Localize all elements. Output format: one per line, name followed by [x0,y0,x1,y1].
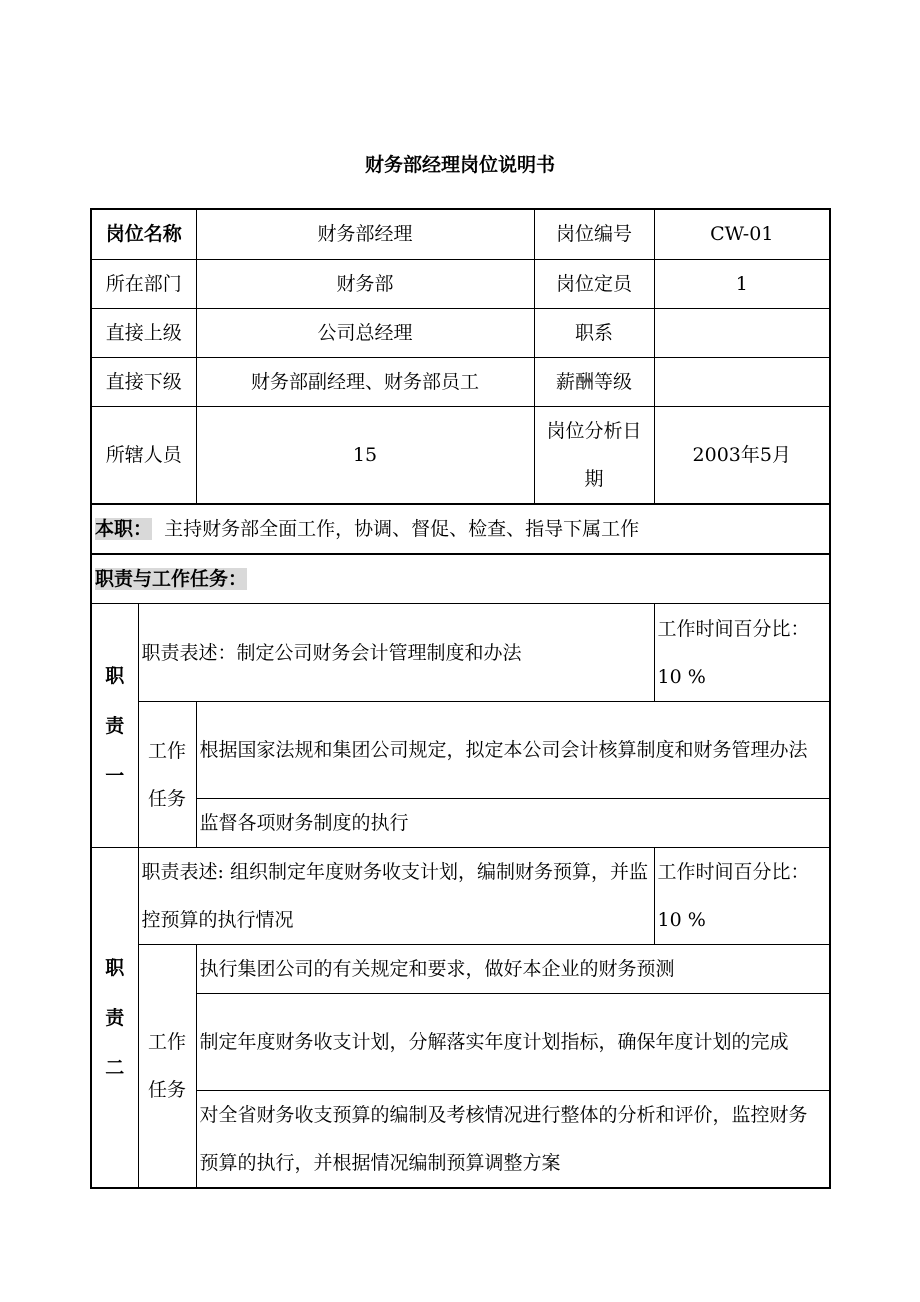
duty-1-task-label: 工作任务 [138,702,196,848]
duty-2-description: 职责表述: 组织制定年度财务收支计划，编制财务预算，并监控预算的执行情况 [138,848,654,945]
label-headcount: 岗位定员 [534,259,654,308]
duty-2-task: 对全省财务收支预算的编制及考核情况进行整体的分析和评价，监控财务预算的执行，并根据情况编制预算调整方案 [196,1091,830,1189]
value-position-code: CW-01 [654,209,830,259]
label-position-name: 岗位名称 [91,209,196,259]
value-position-name: 财务部经理 [196,209,534,259]
page-title: 财务部经理岗位说明书 [364,154,555,176]
duties-header: 职责与工作任务： [95,567,248,590]
duty-2-label: 职责二 [91,848,138,1189]
duty-1-label: 职责一 [91,604,138,848]
duty-1-task: 监督各项财务制度的执行 [196,799,830,848]
label-superior: 直接上级 [91,308,196,357]
label-staff-count: 所辖人员 [91,406,196,504]
value-analysis-date: 2003年5月 [654,406,830,504]
label-job-family: 职系 [534,308,654,357]
value-salary-grade [654,357,830,406]
job-description-table [90,208,831,1189]
main-duty-text: 主持财务部全面工作，协调、督促、检查、指导下属工作 [164,517,640,540]
main-duty-label: 本职： [95,517,153,540]
duty-1-pct-label: 工作时间百分比： [657,617,810,640]
value-superior: 公司总经理 [196,308,534,357]
value-department: 财务部 [196,259,534,308]
label-department: 所在部门 [91,259,196,308]
value-staff-count: 15 [196,406,534,504]
duty-1-pct: 10 % [657,665,706,688]
duty-2-task: 执行集团公司的有关规定和要求，做好本企业的财务预测 [196,945,830,994]
label-position-code: 岗位编号 [534,209,654,259]
duty-2-task: 制定年度财务收支计划，分解落实年度计划指标，确保年度计划的完成 [196,994,830,1091]
value-headcount: 1 [654,259,830,308]
label-analysis-date: 岗位分析日期 [534,406,654,504]
duty-2-task-label: 工作任务 [138,945,196,1189]
duty-1-description: 职责表述：制定公司财务会计管理制度和办法 [138,604,654,702]
duty-2-pct: 10 % [657,909,706,931]
value-job-family [654,308,830,357]
duty-2-pct-label: 工作时间百分比： [657,861,810,883]
label-subordinates: 直接下级 [91,357,196,406]
value-subordinates: 财务部副经理、财务部员工 [196,357,534,406]
label-salary-grade: 薪酬等级 [534,357,654,406]
duty-1-task: 根据国家法规和集团公司规定，拟定本公司会计核算制度和财务管理办法 [196,702,830,799]
